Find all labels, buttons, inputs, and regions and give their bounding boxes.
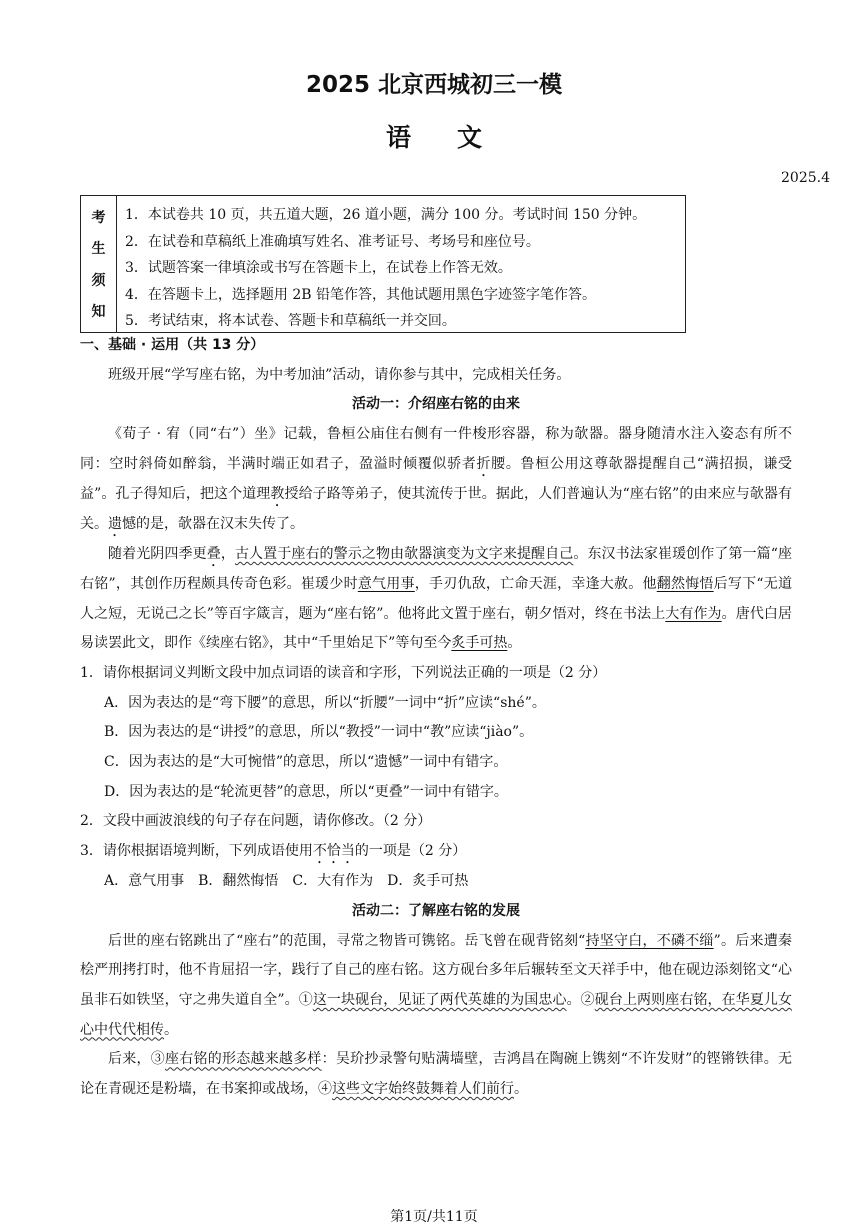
underlined-idiom: 意气用事 <box>357 575 415 592</box>
subject-title: 语文 <box>385 123 528 152</box>
text-run: 随着光阴四季更 <box>108 545 207 562</box>
dotted-emphasis: 不恰当 <box>312 843 355 860</box>
text-run: 后来，③ <box>108 1051 165 1068</box>
question-1-option-d: D．因为表达的是“轮流更替”的意思，所以“更叠”一词中有错字。 <box>104 783 508 800</box>
text-run: 。② <box>566 991 595 1008</box>
activity-2-paragraph-1 <box>80 927 792 1046</box>
text-run: 。 <box>164 1021 178 1038</box>
text-run: 《荀子 · 宥（同“右”）坐》记载，鲁桓公庙住右侧有一件梭形容器，称为欹器。器身随清水注入姿态有所不同：空时斜倚如醉翁，半满时端正如君子，盈溢时倾覆似骄者 <box>80 426 792 472</box>
text-run: ，手刃仇敌，亡命天涯，幸逢大赦。他 <box>414 575 657 592</box>
wavy-underlined-sentence: 古人置于座右的警示之物由欹器演变为文字来提醒自己 <box>234 545 574 562</box>
dotted-char: 叠 <box>206 545 221 562</box>
underlined-idiom: 炙手可热 <box>451 635 508 652</box>
wavy-underlined-sentence: 这些文字始终鼓舞着人们前行 <box>332 1081 514 1098</box>
question-1-option-a: A．因为表达的是“弯下腰”的意思，所以“折腰”一词中“折”应读“shé”。 <box>104 694 546 711</box>
underlined-phrase: 持坚守白，不磷不缁 <box>585 932 714 949</box>
activity-2-paragraph-2 <box>80 1045 792 1104</box>
wavy-underlined-sentence: 砚台上两则座右铭，在华夏儿女心中代代相传 <box>80 991 793 1038</box>
question-3-stem <box>80 837 792 867</box>
notice-item: 4．在答题卡上，选择题用 2B 铅笔作答，其他试题用黑色字迹签字笔作答。 <box>125 286 597 303</box>
notice-label-char: 考 <box>91 210 106 227</box>
text-run: 后世的座右铭跳出了“座右”的范围，寻常之物皆可镌铭。岳飞曾在砚背铭刻“ <box>108 932 586 949</box>
notice-label-char: 生 <box>91 241 106 258</box>
exam-date: 2025.4 <box>781 170 830 186</box>
notice-item: 3．试题答案一律填涂或书写在答题卡上，在试卷上作答无效。 <box>125 260 512 276</box>
question-1-option-b: B．因为表达的是“讲授”的意思，所以“教授”一词中“教”应读“jiào”。 <box>104 724 534 741</box>
section-heading: 一、基础 · 运用（共 13 分） <box>80 337 265 353</box>
candidate-notice-box <box>80 195 686 333</box>
notice-label-char: 知 <box>91 303 106 320</box>
page-title: 2025 北京西城初三一模 <box>305 72 563 98</box>
text-run: 腰。鲁桓公用这尊欹器提醒自己“满招损，谦受益”。孔子得知后，把这个道理 <box>80 455 793 502</box>
activity-1-paragraph-1 <box>80 420 792 540</box>
dotted-char: 折 <box>476 455 492 472</box>
text-run: 的一项是（2 分） <box>354 843 467 860</box>
text-run: 后写下“无道人之短，无说己之长”等百字箴言，题为“座右铭”。他将此文置于座右，朝夕悟对，终在书法上 <box>80 575 792 622</box>
notice-item: 2．在试卷和草稿纸上准确填写姓名、准考证号、考场号和座位号。 <box>125 233 540 250</box>
notice-label-char: 须 <box>91 272 106 289</box>
activity-2-heading: 活动二：了解座右铭的发展 <box>352 902 520 919</box>
text-run: ”。后来遭秦桧严刑拷打时，他不肯屈招一字，践行了自己的座右铭。这方砚台多年后辗转至文天祥手中，他在砚边添刻铭文“心虽非石如铁坚，守之弗失道自全”。① <box>80 932 792 1008</box>
underlined-idiom: 翻然悔悟 <box>656 575 714 592</box>
notice-item: 5．考试结束，将本试卷、答题卡和草稿纸一并交回。 <box>125 313 456 329</box>
question-3-options: A．意气用事 B．翻然悔悟 C．大有作为 D．炙手可热 <box>104 873 469 890</box>
text-run: 授给子路等弟子，使其流传于世。据此，人们普遍认为“座右铭”的由来应与欹器有关。 <box>80 485 792 532</box>
text-run: 3．请你根据语境判断，下列成语使用 <box>80 843 313 860</box>
notice-label <box>81 196 117 332</box>
text-run: ：吴玠抄录警句贴满墙壁，吉鸿昌在陶碗上镌刻“不许发财”的铿锵铁律。无论在青砚还是粉墙，在书案抑或战场，④ <box>80 1051 793 1098</box>
activity-1-paragraph-2 <box>80 540 792 659</box>
dotted-char: 遗 <box>108 515 122 532</box>
text-run: 。东汉书法家崔瑗创作了第一篇“座右铭”，其创作历程颇具传奇色彩。崔瑗少时 <box>80 545 793 592</box>
underlined-idiom: 大有作为 <box>665 605 722 622</box>
section-intro: 班级开展“学写座右铭，为中考加油”活动，请你参与其中，完成相关任务。 <box>108 366 571 383</box>
text-run: ， <box>220 545 235 562</box>
question-1-stem: 1．请你根据词义判断文段中加点词语的读音和字形，下列说法正确的一项是（2 分） <box>80 664 607 681</box>
text-run: 憾的是，欹器在汉末失传了。 <box>122 515 304 532</box>
text-run: 。 <box>507 635 522 652</box>
question-1-option-c: C．因为表达的是“大可惋惜”的意思，所以“遗憾”一词中有错字。 <box>104 754 508 771</box>
wavy-underlined-sentence: 这一块砚台，见证了两代英雄的为国忠心 <box>312 991 567 1008</box>
page-footer: 第1页/共11页 <box>390 1209 478 1225</box>
notice-item: 1．本试卷共 10 页，共五道大题，26 道小题，满分 100 分。考试时间 150 分钟。 <box>125 207 647 223</box>
text-run: 。 <box>514 1081 528 1098</box>
activity-1-heading: 活动一：介绍座右铭的由来 <box>352 396 520 413</box>
notice-items <box>125 202 679 335</box>
section-1 <box>80 331 792 1105</box>
text-run: 。唐代白居易读罢此文，即作《续座右铭》，其中“千里始足下”等句至今 <box>80 605 792 652</box>
dotted-char: 教 <box>270 485 285 502</box>
wavy-underlined-sentence: 座右铭的形态越来越多样 <box>164 1051 322 1068</box>
question-2-stem: 2．文段中画波浪线的句子存在问题，请你修改。（2 分） <box>80 813 432 830</box>
